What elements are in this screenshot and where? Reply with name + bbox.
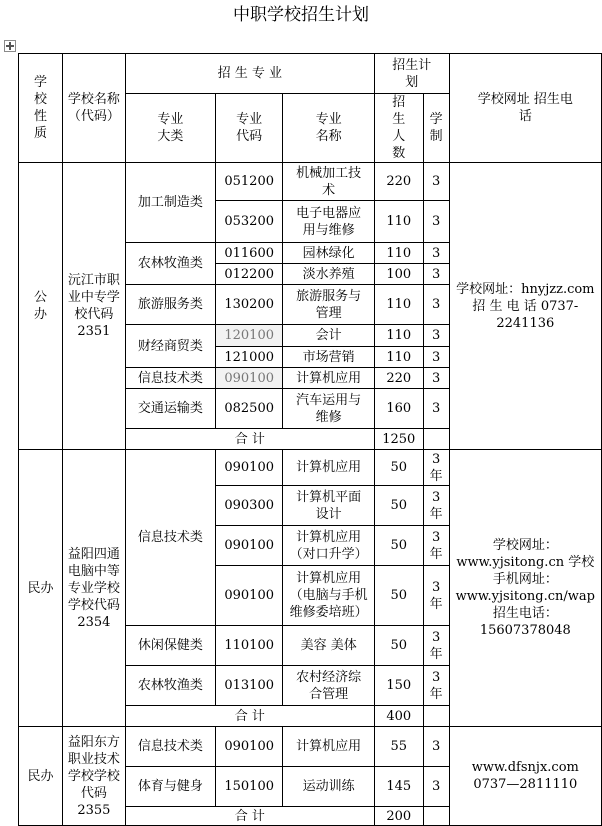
count-cell: 220 xyxy=(374,163,423,201)
code-cell: 090100 xyxy=(215,368,283,389)
count-cell: 110 xyxy=(374,243,423,264)
code-cell: 051200 xyxy=(215,163,283,201)
header-major: 招 生 专 业 xyxy=(125,54,374,94)
major-name-cell: 美容 美体 xyxy=(283,626,374,666)
years-cell: 3 xyxy=(423,264,449,285)
count-cell: 50 xyxy=(374,566,423,626)
header-school: 学校名称（代码） xyxy=(63,54,126,163)
code-cell: 090100 xyxy=(215,450,283,486)
count-cell: 50 xyxy=(374,526,423,566)
count-cell: 50 xyxy=(374,626,423,666)
school-name: 沅江市职业中专学校代码2351 xyxy=(63,163,126,450)
years-cell: 3年 xyxy=(423,526,449,566)
school-site: 学校网址：www.yjsitong.cn 学校手机网址：www.yjsitong.cn/wap 招生电话：15607378048 xyxy=(449,450,601,727)
major-name-cell: 计算机应用 xyxy=(283,727,374,767)
category-cell: 体育与健身 xyxy=(125,767,215,807)
code-cell: 082500 xyxy=(215,389,283,429)
total-years-empty xyxy=(423,807,449,826)
category-cell: 农林牧渔类 xyxy=(125,666,215,706)
total-years-empty xyxy=(423,706,449,727)
total-label: 合 计 xyxy=(125,429,374,450)
years-cell: 3年 xyxy=(423,626,449,666)
years-cell: 3年 xyxy=(423,450,449,486)
school-site: 学校网址：hnyjzz.com 招 生 电 话 0737-2241136 xyxy=(449,163,601,450)
years-cell: 3年 xyxy=(423,486,449,526)
total-label: 合 计 xyxy=(125,807,374,826)
count-cell: 220 xyxy=(374,368,423,389)
years-cell: 3年 xyxy=(423,566,449,626)
major-name-cell: 计算机应用 xyxy=(283,450,374,486)
major-name-cell: 淡水养殖 xyxy=(283,264,374,285)
code-cell: 053200 xyxy=(215,201,283,243)
header-plan: 招生计划 xyxy=(374,54,449,94)
years-cell: 3 xyxy=(423,285,449,325)
major-name-cell: 计算机平面设计 xyxy=(283,486,374,526)
code-cell: 130200 xyxy=(215,285,283,325)
count-cell: 50 xyxy=(374,486,423,526)
category-cell: 信息技术类 xyxy=(125,368,215,389)
major-name-cell: 运动训练 xyxy=(283,767,374,807)
count-cell: 150 xyxy=(374,666,423,706)
category-cell: 休闲保健类 xyxy=(125,626,215,666)
years-cell: 3 xyxy=(423,767,449,807)
code-cell: 150100 xyxy=(215,767,283,807)
years-cell: 3 xyxy=(423,325,449,347)
code-cell: 090100 xyxy=(215,526,283,566)
code-cell: 011600 xyxy=(215,243,283,264)
school-nature: 民办 xyxy=(19,727,63,826)
code-cell: 121000 xyxy=(215,347,283,368)
count-cell: 160 xyxy=(374,389,423,429)
major-name-cell: 汽车运用与维修 xyxy=(283,389,374,429)
category-cell: 交通运输类 xyxy=(125,389,215,429)
school-name: 益阳东方职业技术学校学校代码2355 xyxy=(63,727,126,826)
category-cell: 信息技术类 xyxy=(125,727,215,767)
years-cell: 3 xyxy=(423,201,449,243)
category-cell: 财经商贸类 xyxy=(125,325,215,368)
school-nature: 民办 xyxy=(19,450,63,727)
count-cell: 55 xyxy=(374,727,423,767)
major-name-cell: 计算机应用（电脑与手机维修委培班） xyxy=(283,566,374,626)
years-cell: 3年 xyxy=(423,666,449,706)
count-cell: 110 xyxy=(374,347,423,368)
total-value: 1250 xyxy=(374,429,423,450)
count-cell: 110 xyxy=(374,201,423,243)
count-cell: 50 xyxy=(374,450,423,486)
years-cell: 3 xyxy=(423,163,449,201)
total-years-empty xyxy=(423,429,449,450)
code-cell: 090100 xyxy=(215,727,283,767)
category-cell: 信息技术类 xyxy=(125,450,215,626)
school-name: 益阳四通电脑中等专业学校学校代码2354 xyxy=(63,450,126,727)
code-cell: 110100 xyxy=(215,626,283,666)
major-name-cell: 计算机应用（对口升学） xyxy=(283,526,374,566)
major-name-cell: 市场营销 xyxy=(283,347,374,368)
table-move-handle-icon[interactable] xyxy=(4,40,16,52)
years-cell: 3 xyxy=(423,243,449,264)
code-cell: 090300 xyxy=(215,486,283,526)
count-cell: 145 xyxy=(374,767,423,807)
header-count: 招生人数 xyxy=(374,94,423,163)
header-nature: 学校性质 xyxy=(19,54,63,163)
header-site: 学校网址 招生电话 xyxy=(449,54,601,163)
count-cell: 110 xyxy=(374,285,423,325)
years-cell: 3 xyxy=(423,347,449,368)
code-cell: 120100 xyxy=(215,325,283,347)
major-name-cell: 电子电器应用与维修 xyxy=(283,201,374,243)
major-name-cell: 园林绿化 xyxy=(283,243,374,264)
total-label: 合 计 xyxy=(125,706,374,727)
total-value: 200 xyxy=(374,807,423,826)
count-cell: 100 xyxy=(374,264,423,285)
major-name-cell: 农村经济综合管理 xyxy=(283,666,374,706)
school-site: www.dfsnjx.com 0737—2811110 xyxy=(449,727,601,826)
total-value: 400 xyxy=(374,706,423,727)
category-cell: 加工制造类 xyxy=(125,163,215,243)
header-category: 专业大类 xyxy=(125,94,215,163)
years-cell: 3 xyxy=(423,368,449,389)
enrollment-table xyxy=(18,53,602,826)
code-cell: 013100 xyxy=(215,666,283,706)
category-cell: 旅游服务类 xyxy=(125,285,215,325)
page-title: 中职学校招生计划 xyxy=(233,5,369,25)
category-cell: 农林牧渔类 xyxy=(125,243,215,285)
major-name-cell: 机械加工技术 xyxy=(283,163,374,201)
major-name-cell: 旅游服务与管理 xyxy=(283,285,374,325)
header-major-name: 专业名称 xyxy=(283,94,374,163)
major-name-cell: 会计 xyxy=(283,325,374,347)
header-years: 学制 xyxy=(423,94,449,163)
code-cell: 090100 xyxy=(215,566,283,626)
code-cell: 012200 xyxy=(215,264,283,285)
school-nature: 公办 xyxy=(19,163,63,450)
header-code: 专业代码 xyxy=(215,94,283,163)
count-cell: 110 xyxy=(374,325,423,347)
major-name-cell: 计算机应用 xyxy=(283,368,374,389)
years-cell: 3 xyxy=(423,727,449,767)
years-cell: 3 xyxy=(423,389,449,429)
